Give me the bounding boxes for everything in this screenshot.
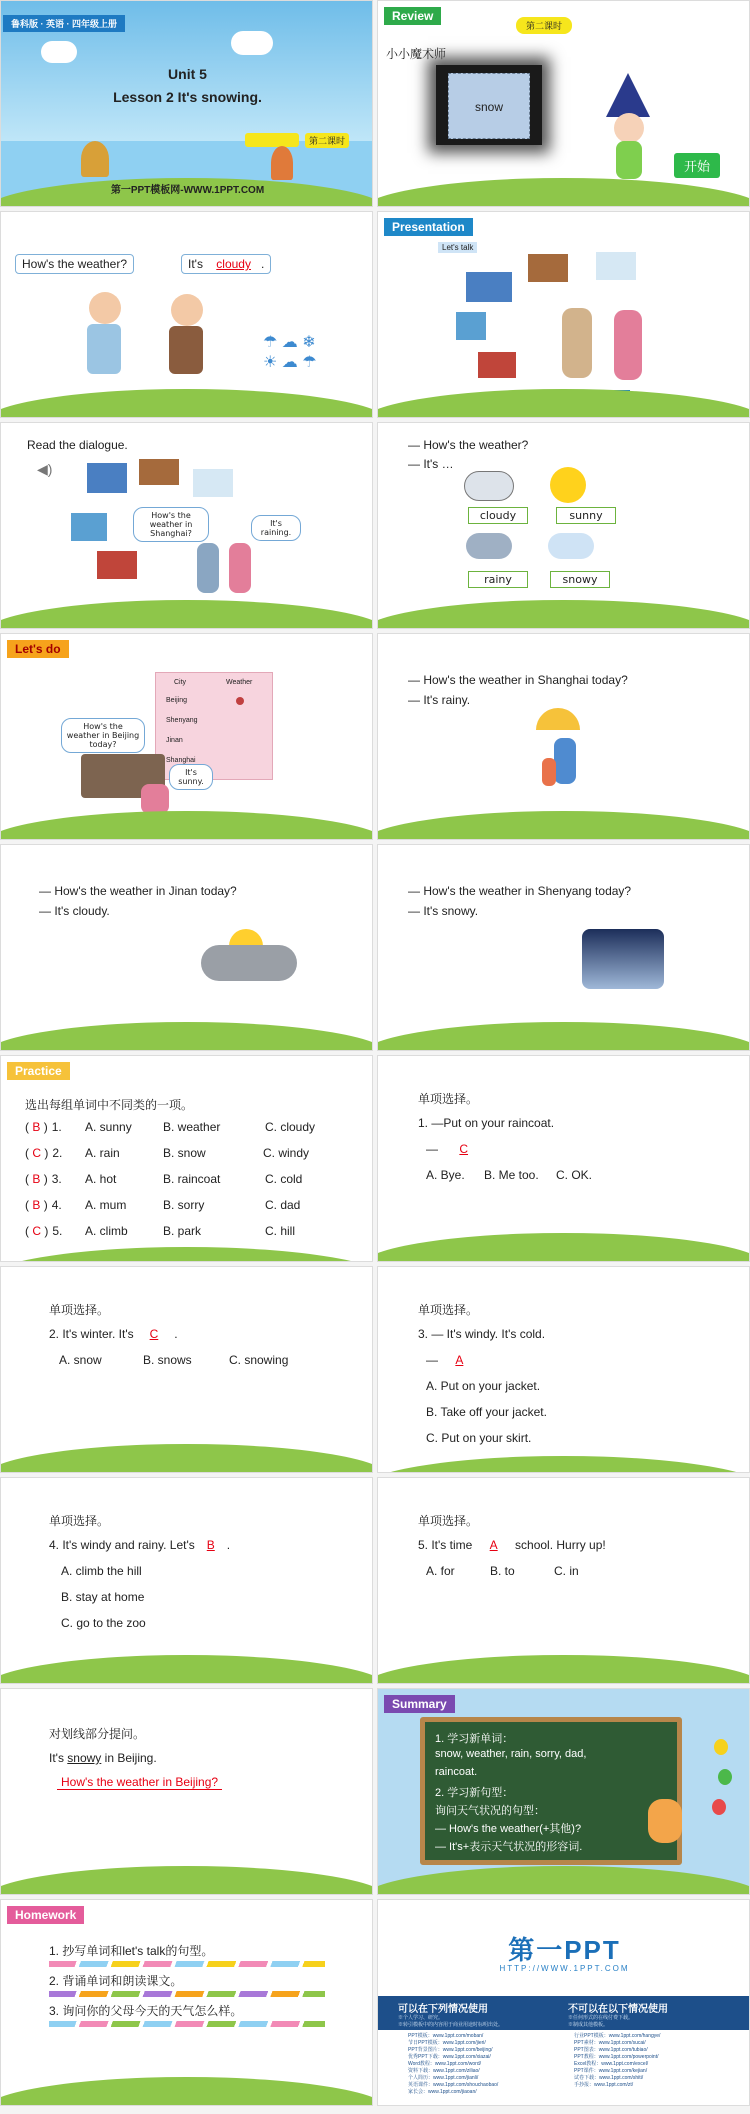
grass-hill xyxy=(0,1247,373,1262)
slide-6-weather-words[interactable] xyxy=(377,422,750,629)
1ppt-url[interactable]: HTTP://WWW.1PPT.COM xyxy=(499,1964,630,1973)
answer-line xyxy=(426,1353,477,1367)
option-a: A. Put on your jacket. xyxy=(426,1379,541,1393)
grass-hill xyxy=(377,178,750,207)
slide-4-presentation[interactable] xyxy=(377,211,750,418)
slide-14-choice-3[interactable] xyxy=(377,1266,750,1473)
1ppt-logo: 第一PPT xyxy=(508,1935,621,1965)
color-strip xyxy=(49,1961,325,1967)
period-label: 第二课时 xyxy=(516,17,572,34)
link-item[interactable]: PPT图表：www.1ppt.com/tubiao/ xyxy=(574,2047,648,2053)
slide-17-ask-question[interactable] xyxy=(0,1688,373,1895)
item-number: 2. xyxy=(52,1146,63,1160)
photo-snow xyxy=(596,252,636,280)
question-text: 4. It's windy and rainy. Let's xyxy=(49,1538,195,1552)
question-end: . xyxy=(174,1327,178,1341)
homework-item: 1. 抄写单词和let's talk的句型。 xyxy=(49,1944,214,1958)
answer-letter: C xyxy=(149,1327,159,1341)
girl-figure xyxy=(229,543,251,593)
grass-hill xyxy=(0,811,373,840)
instruction: 单项选择。 xyxy=(418,1514,479,1528)
word-cloudy: cloudy xyxy=(468,507,528,524)
wizard-girl-face xyxy=(614,113,644,143)
photo-palace xyxy=(478,352,516,378)
summary-line: 询问天气状况的句型： xyxy=(435,1805,545,1817)
answer-letter: A xyxy=(455,1353,464,1367)
answer-prefix: It's xyxy=(188,257,207,271)
option-a: A. snow xyxy=(59,1353,102,1367)
cloudy-icon xyxy=(464,471,514,501)
option-b: B. weather xyxy=(163,1120,221,1134)
answer: — It's snowy. xyxy=(408,904,479,918)
option-b: B. snows xyxy=(143,1353,192,1367)
answer-letter: B xyxy=(32,1198,41,1212)
bubble-answer: It's raining. xyxy=(251,515,301,541)
girl-figure xyxy=(614,310,642,380)
answer-letter: A xyxy=(489,1538,498,1552)
grass-hill xyxy=(0,1866,373,1895)
question xyxy=(49,1538,230,1552)
yellow-bar xyxy=(245,133,299,147)
question: — How's the weather in Jinan today? xyxy=(39,884,237,898)
question: — How's the weather? xyxy=(408,438,529,452)
unit-title: Unit 5 xyxy=(168,66,207,82)
option-c: C. windy xyxy=(263,1146,310,1160)
word-snowy: snowy xyxy=(550,571,610,588)
option-c: C. cloudy xyxy=(265,1120,316,1134)
photo-beijing xyxy=(139,459,179,485)
option-a: A. rain xyxy=(85,1146,120,1160)
link-item[interactable]: 试卷下载：www.1ppt.com/shiti/ xyxy=(574,2075,644,2081)
summary-tag: Summary xyxy=(384,1695,455,1713)
wizard-hat-icon xyxy=(606,73,650,117)
answer-letter: B xyxy=(206,1538,215,1552)
color-strip xyxy=(49,2021,325,2027)
balloon-icon xyxy=(714,1739,728,1755)
link-item[interactable]: 英语课件：www.1ppt.com/shouchaobao/ xyxy=(408,2082,499,2088)
option-b: B. raincoat xyxy=(163,1172,221,1186)
question: 1. —Put on your raincoat. xyxy=(418,1116,555,1130)
forbidden-sub: ※任何形式的在线付费下载。 xyxy=(568,2015,634,2021)
bubble-question: How's the weather in Shanghai? xyxy=(133,507,209,542)
grass-hill xyxy=(377,1456,750,1473)
magic-title: 小小魔术师 xyxy=(386,47,447,61)
option-b: B. to xyxy=(490,1564,515,1578)
allowed-sub: ※个人学习、研究。 xyxy=(398,2015,444,2021)
site-footer: 第一PPT模板网-WWW.1PPT.COM xyxy=(110,185,265,196)
grass-hill xyxy=(377,1866,750,1895)
color-strip xyxy=(49,1991,325,1997)
summary-line: — It's+表示天气状况的形容词. xyxy=(435,1841,583,1853)
option-a: A. climb xyxy=(85,1224,128,1238)
slide-5-read-dialogue[interactable] xyxy=(0,422,373,629)
table-city-shenyang: Shenyang xyxy=(166,717,198,724)
link-item[interactable]: 优秀PPT下载：www.1ppt.com/xiazai/ xyxy=(408,2054,491,2060)
item-number: 5. xyxy=(52,1224,63,1238)
question-text: 2. It's winter. It's xyxy=(49,1327,134,1341)
sentence xyxy=(49,1751,157,1765)
link-item[interactable]: 个人简历：www.1ppt.com/jianli/ xyxy=(408,2075,479,2081)
wizard-girl-body xyxy=(616,141,642,179)
answer-letter: C xyxy=(32,1146,42,1160)
question xyxy=(49,1327,178,1341)
option-c: C. OK. xyxy=(556,1168,593,1182)
link-item[interactable]: PPT模板：www.1ppt.com/moban/ xyxy=(408,2033,484,2039)
link-item[interactable]: 行业PPT模板：www.1ppt.com/hangye/ xyxy=(574,2033,661,2039)
option-a: A. hot xyxy=(85,1172,117,1186)
summary-line: — How's the weather(+其他)? xyxy=(435,1823,582,1835)
underlined-word: snowy xyxy=(67,1751,102,1765)
instruction: 单项选择。 xyxy=(418,1303,479,1317)
grass-hill xyxy=(377,600,750,629)
bubble-answer: It's sunny. xyxy=(169,764,213,790)
allowed-sub: ※转引模板中的内容用于商业用途时标明出处。 xyxy=(398,2022,504,2028)
option-c: C. snowing xyxy=(229,1353,289,1367)
link-item[interactable]: PPT素材：www.1ppt.com/sucai/ xyxy=(574,2040,646,2046)
dash: — xyxy=(426,1142,438,1156)
presentation-tag: Presentation xyxy=(384,218,473,236)
option-b: B. stay at home xyxy=(61,1590,145,1604)
grass-hill xyxy=(377,389,750,418)
option-c: C. Put on your skirt. xyxy=(426,1431,532,1445)
bubble-question: How's the weather in Beijing today? xyxy=(61,718,145,753)
option-a: A. sunny xyxy=(85,1120,132,1134)
cartoon-boy xyxy=(648,1799,682,1843)
lesson-title: Lesson 2 It's snowing. xyxy=(113,89,262,105)
umbrella-icon xyxy=(536,708,580,730)
photo-palace xyxy=(97,551,137,579)
option-c: C. in xyxy=(554,1564,579,1578)
summary-line: raincoat. xyxy=(435,1766,478,1778)
grass-hill xyxy=(377,1233,750,1262)
girl-figure xyxy=(141,784,169,814)
links-panel xyxy=(378,2030,750,2106)
answer-blank: cloudy xyxy=(216,257,251,271)
instruction: 单项选择。 xyxy=(49,1303,110,1317)
option-c: C. hill xyxy=(265,1224,296,1238)
question-box: How's the weather? xyxy=(15,254,134,274)
answer-line xyxy=(426,1142,486,1156)
question xyxy=(418,1538,606,1552)
homework-item: 3. 询问你的父母今天的天气怎么样。 xyxy=(49,2004,243,2018)
summary-line: 1. 学习新单词： xyxy=(435,1733,514,1745)
answer-letter: B xyxy=(32,1172,41,1186)
answer-letter: B xyxy=(32,1120,41,1134)
option-b: B. Me too. xyxy=(484,1168,539,1182)
balloon-icon xyxy=(718,1769,732,1785)
answer-letter: C xyxy=(32,1224,42,1238)
girl-face xyxy=(171,294,203,326)
grass-hill xyxy=(0,1655,373,1684)
link-item[interactable]: PPT背景图片：www.1ppt.com/beijing/ xyxy=(408,2047,493,2053)
slide-13-choice-2[interactable] xyxy=(0,1266,373,1473)
answer-letter: C xyxy=(459,1142,469,1156)
option-b: B. park xyxy=(163,1224,202,1238)
answer-sentence: How's the weather in Beijing? xyxy=(57,1775,222,1790)
option-a: A. mum xyxy=(85,1198,127,1212)
series-badge: 鲁科版 · 英语 · 四年级上册 xyxy=(3,15,125,32)
practice-row: ( B ) 1. xyxy=(25,1120,62,1134)
word-rainy: rainy xyxy=(468,571,528,588)
cloud-icon xyxy=(201,945,297,981)
option-c: C. dad xyxy=(265,1198,301,1212)
photo-beijing xyxy=(528,254,568,282)
instruction: 单项选择。 xyxy=(418,1092,479,1106)
boy-figure xyxy=(562,308,592,378)
link-item[interactable]: PPT教程：www.1ppt.com/powerpoint/ xyxy=(574,2054,659,2060)
question: 3. — It's windy. It's cold. xyxy=(418,1327,546,1341)
grass-hill xyxy=(0,1444,373,1473)
period-label: 第二课时 xyxy=(305,133,349,148)
allowed-heading: 可以在下列情况使用 xyxy=(398,2004,488,2015)
sun-mark-icon xyxy=(236,697,244,705)
sentence-end: in Beijing. xyxy=(101,1751,157,1765)
weather-icons: ☂ ☁ ❄ ☀ ☁ ☂ xyxy=(263,334,317,371)
forbidden-heading: 不可以在以下情况使用 xyxy=(568,2004,668,2015)
option-c: C. cold xyxy=(265,1172,303,1186)
dash: — xyxy=(426,1353,438,1367)
lets-do-tag: Let's do xyxy=(7,640,69,658)
option-a: A. climb the hill xyxy=(61,1564,142,1578)
question-text: 5. It's time xyxy=(418,1538,473,1552)
homework-tag: Homework xyxy=(7,1906,84,1924)
start-button[interactable]: 开始 xyxy=(674,153,720,178)
slide-2-review[interactable] xyxy=(377,0,750,207)
link-item[interactable]: Word教程：www.1ppt.com/word/ xyxy=(408,2061,481,2067)
forbidden-sub: ※制成其他模板。 xyxy=(568,2022,609,2028)
answer-box xyxy=(181,254,271,274)
tree-icon xyxy=(271,146,293,180)
word-sunny: sunny xyxy=(556,507,616,524)
snowy-icon xyxy=(548,533,594,559)
boy-body xyxy=(87,324,121,374)
practice-row: ( B ) 4. xyxy=(25,1198,62,1212)
slide-18-summary[interactable] xyxy=(377,1688,750,1895)
option-b: B. snow xyxy=(163,1146,206,1160)
word-card[interactable]: snow xyxy=(448,73,530,139)
link-item[interactable]: 节日PPT模板：www.1ppt.com/jieri/ xyxy=(408,2040,486,2046)
review-tag: Review xyxy=(384,7,441,25)
option-b: B. Take off your jacket. xyxy=(426,1405,547,1419)
table-city-beijing: Beijing xyxy=(166,697,188,704)
slide-11-practice[interactable] xyxy=(0,1055,373,1262)
summary-line: 2. 学习新句型： xyxy=(435,1787,514,1799)
grass-hill xyxy=(0,600,373,629)
photo-beach xyxy=(456,312,486,340)
cloud-icon xyxy=(231,31,273,55)
slide-16-choice-5[interactable] xyxy=(377,1477,750,1684)
table-city-shanghai: Shanghai xyxy=(166,757,196,764)
boy-face xyxy=(89,292,121,324)
table-header-city: City xyxy=(174,679,187,686)
link-item[interactable]: PPT课件：www.1ppt.com/kejian/ xyxy=(574,2068,648,2074)
item-number: 4. xyxy=(51,1198,62,1212)
rainy-icon xyxy=(466,533,512,559)
option-b: B. sorry xyxy=(163,1198,205,1212)
girl-body xyxy=(169,326,203,374)
question: — How's the weather in Shenyang today? xyxy=(408,884,632,898)
option-a: A. for xyxy=(426,1564,455,1578)
boy-figure xyxy=(197,543,219,593)
cloud-icon xyxy=(41,41,77,63)
slide-20-1ppt[interactable] xyxy=(377,1899,750,2106)
photo-shanghai xyxy=(466,272,512,302)
grass-hill xyxy=(0,389,373,418)
link-item[interactable]: 家长会：www.1ppt.com/jiaoan/ xyxy=(408,2089,477,2095)
table-header-weather: Weather xyxy=(226,679,253,686)
slide-3-weather-question[interactable] xyxy=(0,211,373,418)
slide-8-shanghai[interactable] xyxy=(377,633,750,840)
practice-row: ( C ) 2. xyxy=(25,1146,63,1160)
link-item[interactable]: Excel教程：www.1ppt.com/excel/ xyxy=(574,2061,649,2067)
tree-icon xyxy=(81,141,109,177)
answer-suffix: . xyxy=(260,257,265,271)
practice-row: ( B ) 3. xyxy=(25,1172,62,1186)
sentence-start: It's xyxy=(49,1751,68,1765)
slide-10-shenyang[interactable] xyxy=(377,844,750,1051)
photo-snow xyxy=(193,469,233,497)
grass-hill xyxy=(377,811,750,840)
slide-12-choice-1[interactable] xyxy=(377,1055,750,1262)
answer: — It's cloudy. xyxy=(39,904,110,918)
item-number: 1. xyxy=(51,1120,62,1134)
item-number: 3. xyxy=(51,1172,62,1186)
weather-table xyxy=(155,672,273,780)
option-c: C. go to the zoo xyxy=(61,1616,146,1630)
instruction: 单项选择。 xyxy=(49,1514,110,1528)
question-end: school. Hurry up! xyxy=(515,1538,606,1552)
question-end: . xyxy=(226,1538,231,1552)
practice-tag: Practice xyxy=(7,1062,70,1080)
instruction: 选出每组单词中不同类的一项。 xyxy=(25,1098,194,1112)
homework-item: 2. 背诵单词和朗读课文。 xyxy=(49,1974,183,1988)
summary-line: snow, weather, rain, sorry, dad, xyxy=(435,1748,587,1760)
photo-beach xyxy=(71,513,107,541)
practice-row: ( C ) 5. xyxy=(25,1224,63,1238)
answer: — It's … xyxy=(408,457,454,471)
instruction: 对划线部分提问。 xyxy=(49,1727,146,1741)
link-item[interactable]: 资料下载：www.1ppt.com/ziliao/ xyxy=(408,2068,480,2074)
slide-7-lets-do[interactable] xyxy=(0,633,373,840)
link-item[interactable]: 手抄报：www.1ppt.com/zt/ xyxy=(574,2082,634,2088)
table-city-jinan: Jinan xyxy=(166,737,183,744)
speaker-icon[interactable]: ◀) xyxy=(37,461,53,477)
grass-hill xyxy=(377,1022,750,1051)
slide-1-title[interactable] xyxy=(0,0,373,207)
blackboard xyxy=(420,1717,682,1865)
balloon-icon xyxy=(712,1799,726,1815)
grass-hill xyxy=(0,1022,373,1051)
option-a: A. Bye. xyxy=(426,1168,465,1182)
grass-hill xyxy=(377,1655,750,1684)
read-title: Read the dialogue. xyxy=(27,438,128,452)
slide-19-homework[interactable] xyxy=(0,1899,373,2106)
question: — How's the weather in Shanghai today? xyxy=(408,673,628,687)
lets-talk-label: Let's talk xyxy=(438,242,477,253)
snow-scene-image xyxy=(582,929,664,989)
father-figure xyxy=(554,738,576,784)
photo-shanghai xyxy=(87,463,127,493)
grass-hill xyxy=(0,2077,373,2106)
child-figure xyxy=(542,758,556,786)
answer: — It's rainy. xyxy=(408,693,471,707)
slide-15-choice-4[interactable] xyxy=(0,1477,373,1684)
sunny-icon xyxy=(550,467,586,503)
slide-9-jinan[interactable] xyxy=(0,844,373,1051)
